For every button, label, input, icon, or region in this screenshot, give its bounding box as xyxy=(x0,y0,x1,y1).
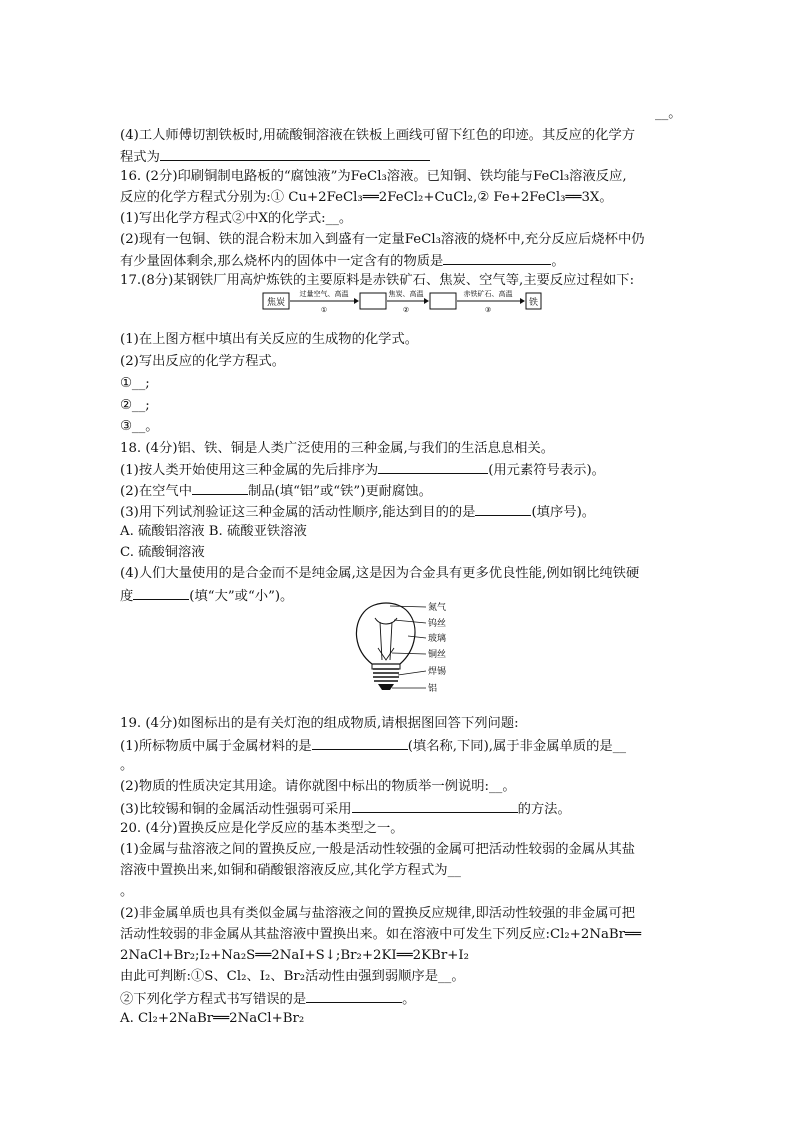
answer-blank[interactable] xyxy=(443,250,551,265)
text-line xyxy=(120,501,595,523)
text-line: (4)人们大量使用的是合金而不是纯金属,这是因为合金具有更多优良性能,例如钢比纯铁硬 xyxy=(120,566,640,581)
question-16: 16. (2分)印刷铜制电路板的“腐蚀液”为FeCl₃溶液。已知铜、铁均能与FeCl₃溶液反应, xyxy=(120,169,627,184)
text-segment: (1)所标物质中属于金属材料的是 xyxy=(120,739,312,754)
bulb-filament xyxy=(375,618,397,624)
flow-arrow-2-label: 焦炭、高温 xyxy=(388,290,424,298)
process-flow-diagram xyxy=(262,287,542,317)
answer-blank[interactable] xyxy=(306,988,402,1003)
light-bulb-figure xyxy=(350,598,470,702)
text-segment: 度 xyxy=(120,589,134,604)
answer-blank[interactable] xyxy=(312,735,408,750)
bulb-contact xyxy=(378,684,394,690)
text-line: 由此可判断:①S、Cl₂、I₂、Br₂活动性由强到弱顺序是__。 xyxy=(120,969,465,984)
bulb-thread xyxy=(373,669,399,681)
leader-line-2 xyxy=(394,620,426,623)
bulb-label-tungsten: 钨丝 xyxy=(428,619,447,629)
text-segment: (填“大”或“小”)。 xyxy=(189,589,294,604)
text-line: 溶液中置换出来,如铜和硝酸银溶液反应,其化学方程式为__ xyxy=(120,863,461,878)
text-segment: (2)在空气中 xyxy=(120,484,193,499)
leader-line-4 xyxy=(392,653,426,654)
text-line: (1)写出化学方程式②中X的化学式:__。 xyxy=(120,211,353,226)
text-line: 。 xyxy=(120,758,134,773)
question-19: 19. (4分)如图标出的是有关灯泡的组成物质,请根据图回答下列问题: xyxy=(120,716,519,731)
text-line: (1)金属与盐溶液之间的置换反应,一般是活动性较强的金属可把活动性较弱的金属从其盐 xyxy=(120,842,636,857)
text-line: 2NaCl+Br₂;I₂+Na₂S══2NaI+S↓;Br₂+2KI══2KBr+I₂ xyxy=(120,948,469,963)
bulb-stem xyxy=(378,648,394,660)
flow-arrowhead-1 xyxy=(354,298,359,304)
question-20: 20. (4分)置换反应是化学反应的基本类型之一。 xyxy=(120,821,404,836)
option-line: A. 硫酸铝溶液 B. 硫酸亚铁溶液 xyxy=(120,524,307,539)
bulb-label-solder: 焊锡 xyxy=(428,667,447,677)
answer-blank[interactable] xyxy=(160,146,430,161)
text-line: (1)在上图方框中填出有关反应的生成物的化学式。 xyxy=(120,332,419,347)
text-segment: 程式为 xyxy=(120,150,160,165)
flow-arrowhead-3 xyxy=(520,298,525,304)
text-segment: 有少量固体剩余,那么烧杯内的固体中一定含有的物质是 xyxy=(120,254,444,269)
text-line: 。 xyxy=(120,884,134,899)
text-line: 活动性较弱的非金属从其盐溶液中置换出来。如在溶液中可发生下列反应:Cl₂+2NaBr══ xyxy=(120,927,642,942)
question-17: 17.(8分)某钢铁厂用高炉炼铁的主要原料是赤铁矿石、焦炭、空气等,主要反应过程如下: xyxy=(120,273,635,288)
bulb-label-aluminum: 铝 xyxy=(428,684,438,694)
text-segment: 。 xyxy=(402,992,416,1007)
text-line xyxy=(120,480,432,502)
text-segment: (填名称,下同),属于非金属单质的是__ xyxy=(407,739,626,754)
flow-blank-box-2 xyxy=(430,293,456,309)
text-line xyxy=(120,146,430,168)
question-18: 18. (4分)铝、铁、铜是人类广泛使用的三种金属,与我们的生活息息相关。 xyxy=(120,441,555,456)
answer-blank[interactable] xyxy=(378,459,488,474)
flow-blank-box-1 xyxy=(360,293,386,309)
text-line: (2)现有一包铜、铁的混合粉末加入到盛有一定量FeCl₃溶液的烧杯中,充分反应后烧杯中仍 xyxy=(120,232,645,247)
text-segment: (填序号)。 xyxy=(531,505,596,520)
leader-line-1 xyxy=(390,606,426,607)
option-line: A. Cl₂+2NaBr══2NaCl+Br₂ xyxy=(120,1011,305,1026)
text-line xyxy=(120,459,605,481)
text-line: (2)物质的性质决定其用途。请你就图中标出的物质举一例说明:__。 xyxy=(120,779,516,794)
text-line: 反应的化学方程式分别为:① Cu+2FeCl₃══2FeCl₂+CuCl₂,② Fe+2FeCl₃══3X。 xyxy=(120,190,613,205)
bulb-glass-outline xyxy=(356,603,415,664)
text-line xyxy=(120,988,415,1010)
text-segment: 的方法。 xyxy=(517,802,571,817)
answer-blank[interactable] xyxy=(133,585,189,600)
flow-start-label: 焦炭 xyxy=(266,298,286,308)
text-line xyxy=(120,585,293,607)
flow-end-label: 铁 xyxy=(528,298,539,308)
text-segment: (3)比较锡和铜的金属活动性强弱可采用 xyxy=(120,802,352,817)
text-line: ①__; xyxy=(120,376,150,391)
text-line xyxy=(120,735,626,757)
flow-arrowhead-2 xyxy=(424,298,429,304)
text-line xyxy=(120,798,571,820)
text-segment: (1)按人类开始使用这三种金属的先后排序为 xyxy=(120,463,379,478)
text-segment: ②下列化学方程式书写错误的是 xyxy=(120,992,307,1007)
option-line: C. 硫酸铜溶液 xyxy=(120,545,205,560)
text-line: ②__; xyxy=(120,398,150,413)
text-segment: 制品(填“铝”或“铁”)更耐腐蚀。 xyxy=(248,484,432,499)
answer-blank[interactable] xyxy=(352,798,518,813)
leader-line-5 xyxy=(398,671,426,675)
text-line: __。 xyxy=(655,106,682,121)
bulb-label-copper-wire: 铜丝 xyxy=(428,650,447,660)
flow-arrow-3-num: ③ xyxy=(484,306,492,314)
text-line: (2)非金属单质也具有类似金属与盐溶液之间的置换反应规律,即活动性较强的非金属可把 xyxy=(120,906,636,921)
text-segment: 。 xyxy=(551,254,565,269)
text-line: ③__。 xyxy=(120,419,159,434)
leader-line-3 xyxy=(408,636,426,638)
text-segment: (用元素符号表示)。 xyxy=(488,463,605,478)
bulb-label-nitrogen: 氮气 xyxy=(428,603,447,613)
text-line xyxy=(120,250,565,272)
answer-blank[interactable] xyxy=(475,501,531,516)
text-segment: (3)用下列试剂验证这三种金属的活动性顺序,能达到目的的是 xyxy=(120,505,476,520)
bulb-label-glass: 玻璃 xyxy=(428,634,447,644)
flow-arrow-2-num: ② xyxy=(402,306,410,314)
text-line: (2)写出反应的化学方程式。 xyxy=(120,354,286,369)
flow-arrow-1-label: 过量空气、高温 xyxy=(299,290,349,298)
text-line: (4)工人师傅切割铁板时,用硫酸铜溶液在铁板上画线可留下红色的印迹。其反应的化学方 xyxy=(120,128,636,143)
flow-arrow-3-label: 赤铁矿石、高温 xyxy=(463,290,513,298)
answer-blank[interactable] xyxy=(192,480,248,495)
flow-arrow-1-num: ① xyxy=(320,306,328,314)
